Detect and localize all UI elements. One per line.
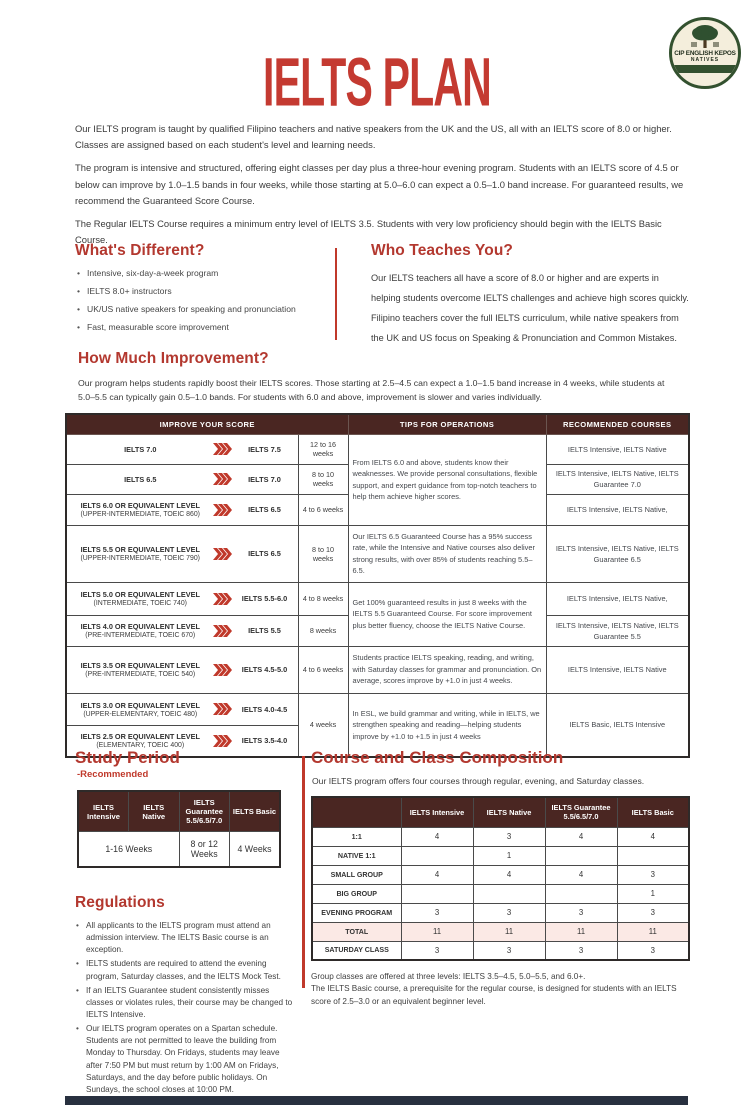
tree-icon [688,24,722,50]
study-values-row [78,832,280,868]
current-level-label: IELTS 4.0 OR EQUIVALENT LEVEL [80,622,200,632]
triple-chevron-icon [213,548,233,560]
score-cell [66,464,298,494]
composition-value-cell [473,884,545,903]
regulations-section [75,894,297,1096]
tips-cell: In ESL, we build grammar and writing, while in IELTS, we strengthen speaking and reading—helping students improve by +1.0 to +1.5 in just 4 weeks [348,693,546,757]
improvement-row [66,582,689,615]
who-teaches-column [337,242,691,348]
study-value-cell: 4 Weeks [230,832,281,868]
rec-cell: IELTS Intensive, IELTS Native, IELTS Guarantee 5.5 [546,615,689,646]
composition-value-cell: 11 [401,922,473,941]
left-column [75,748,297,1098]
whats-different-heading: What's Different? [75,242,205,259]
target-score-label: IELTS 4.5-5.0 [241,665,288,675]
who-teaches-text: Our IELTS teachers all have a score of 8.0 or higher and are experts in helping students overcome IELTS challenges and achieve high scores quickly. Filipino teachers cover the full IELTS curriculum, while native speakers from the UK and US focus on Speaking & Pronunciation and Common Mistakes. [371,273,689,344]
score-cell [66,434,298,464]
composition-value-cell [401,884,473,903]
improvement-heading: How Much Improvement? [78,350,269,367]
rec-cell: IELTS Intensive, IELTS Native [546,646,689,693]
who-teaches-heading: Who Teaches You? [371,242,513,259]
list-item: • Our IELTS program operates on a Spartan schedule. Students are not permitted to leave the building from Monday to Thursday. On Fridays, students may leave after 7:50 PM but must return by 1:00 AM on Fridays, Saturdays, and the day before public holidays. On Sundays, the school closes at 10:00 PM. [86,1023,297,1096]
school-logo [669,17,741,89]
weeks-cell: 8 to 10 weeks [298,464,348,494]
rec-cell: IELTS Intensive, IELTS Native [546,434,689,464]
composition-note-1: Group classes are offered at three levels: IELTS 3.5–4.5, 5.0–5.5, and 6.0+. [311,972,586,981]
list-item: • Intensive, six-day-a-week program [87,268,327,278]
tips-cell: Get 100% guaranteed results in just 8 weeks with the IELTS 5.5 Guaranteed Course. For score improvement plus better fluency, choose the IELTS Native Course. [348,582,546,646]
list-item: • Fast, measurable score improvement [87,322,327,332]
rec-cell: IELTS Intensive, IELTS Native, [546,494,689,525]
triple-chevron-icon [213,625,233,637]
weeks-cell: 8 to 10 weeks [298,525,348,582]
composition-value-cell: 3 [545,941,617,960]
equivalent-level-label: (PRE-INTERMEDIATE, TOEIC 670) [85,632,196,640]
triple-chevron-icon [213,593,233,605]
improvement-row [66,693,689,725]
composition-note-2: The IELTS Basic course, a prerequisite for the regular course, is designed for students with an IELTS score of 2.5–3.0 or an equivalent beginner level. [311,984,677,1006]
column-header-improve-your-score: IMPROVE YOUR SCORE [66,414,348,434]
composition-row-label: SMALL GROUP [312,865,401,884]
tips-cell: From IELTS 6.0 and above, students know their weaknesses. We provide personal consultations, flexible support, and expert guidance from top-notch teachers to help them achieve higher scores. [348,434,546,525]
composition-value-cell: 1 [473,846,545,865]
weeks-cell: 12 to 16 weeks [298,434,348,464]
composition-value-cell [401,846,473,865]
composition-value-cell: 3 [401,941,473,960]
weeks-cell: 4 weeks [298,693,348,757]
composition-value-cell: 4 [545,827,617,846]
study-period-table [77,790,281,868]
improvement-row [66,646,689,693]
composition-subheading: Our IELTS program offers four courses through regular, evening, and Saturday classes. [312,776,645,786]
study-value-cell: 8 or 12 Weeks [179,832,230,868]
rec-cell: IELTS Intensive, IELTS Native, IELTS Guarantee 6.5 [546,525,689,582]
composition-value-cell: 3 [401,903,473,922]
equivalent-level-label: (UPPER-INTERMEDIATE, TOEIC 860) [80,511,200,519]
composition-column-header: IELTS Native [473,797,545,827]
composition-value-cell: 4 [401,827,473,846]
composition-value-cell: 3 [617,865,689,884]
target-score-label: IELTS 6.5 [248,505,281,515]
study-column-header: IELTS Guarantee 5.5/6.5/7.0 [179,791,230,832]
composition-heading: Course and Class Composition [311,748,564,767]
current-level-label: IELTS 6.5 [124,474,157,484]
score-cell [66,494,298,525]
composition-row-label: NATIVE 1:1 [312,846,401,865]
page-title-wrap [0,42,753,121]
target-score-label: IELTS 6.5 [248,549,281,559]
target-score-label: IELTS 7.0 [248,474,281,484]
composition-value-cell: 3 [617,903,689,922]
vertical-divider [302,756,305,988]
tips-cell: Students practice IELTS speaking, reading, and writing, with Saturday classes for grammar and pronunciation. On average, scores improve by +1.0 in just 4 weeks. [348,646,546,693]
composition-row [312,846,689,865]
target-score-label: IELTS 3.5-4.0 [241,736,288,746]
current-level-label: IELTS 5.5 OR EQUIVALENT LEVEL [80,545,200,555]
intro-paragraph-1: Our IELTS program is taught by qualified Filipino teachers and native speakers from the UK and the US, all with an IELTS score of 8.0 or higher. Classes are assigned based on each student's level and learning needs. [75,123,672,151]
composition-row-label: SATURDAY CLASS [312,941,401,960]
list-item: • IELTS 8.0+ instructors [87,286,327,296]
composition-value-cell: 3 [473,903,545,922]
composition-value-cell [617,846,689,865]
composition-value-cell: 11 [617,922,689,941]
triple-chevron-icon [213,735,233,747]
score-cell [66,525,298,582]
composition-row [312,865,689,884]
composition-row [312,922,689,941]
score-cell [66,615,298,646]
composition-column-header: IELTS Intensive [401,797,473,827]
regulations-list [75,920,297,1096]
composition-value-cell: 4 [617,827,689,846]
rec-cell: IELTS Basic, IELTS Intensive [546,693,689,757]
composition-row-label: BIG GROUP [312,884,401,903]
composition-value-cell: 4 [401,865,473,884]
composition-column-header: IELTS Guarantee 5.5/6.5/7.0 [545,797,617,827]
composition-value-cell: 1 [617,884,689,903]
composition-row-label: 1:1 [312,827,401,846]
rec-cell: IELTS Intensive, IELTS Native, [546,582,689,615]
composition-notes [311,971,688,1008]
composition-column-header: IELTS Basic [617,797,689,827]
study-column-header: IELTS Native [129,791,180,832]
equivalent-level-label: (UPPER-ELEMENTARY, TOEIC 480) [83,710,198,718]
score-cell [66,693,298,725]
list-item: • UK/US native speakers for speaking and pronunciation [87,304,327,314]
weeks-cell: 4 to 8 weeks [298,582,348,615]
composition-value-cell: 3 [545,903,617,922]
weeks-cell: 8 weeks [298,615,348,646]
improvement-intro: Our program helps students rapidly boost their IELTS scores. Those starting at 2.5–4.5 can expect a 1.0–1.5 band increase in 4 weeks, while students at 5.0–5.5 can typically gain 0.5–1.0 bands. For students with 6.0 and above, improvement is slower and varies individually. [78,378,665,403]
target-score-label: IELTS 4.0-4.5 [241,704,288,714]
composition-row [312,884,689,903]
improvement-table [65,413,690,758]
current-level-label: IELTS 3.0 OR EQUIVALENT LEVEL [80,700,200,710]
right-column [311,748,688,1008]
target-score-label: IELTS 5.5-6.0 [241,594,288,604]
composition-value-cell [545,846,617,865]
logo-subname: NATIVES [690,57,720,63]
study-period-subheading: -Recommended [77,769,149,780]
current-level-label: IELTS 3.5 OR EQUIVALENT LEVEL [80,661,200,671]
composition-value-cell: 3 [473,827,545,846]
equivalent-level-label: (INTERMEDIATE, TOEIC 740) [93,600,187,608]
intro-section [75,121,691,255]
composition-row-label: EVENING PROGRAM [312,903,401,922]
current-level-label: IELTS 6.0 OR EQUIVALENT LEVEL [80,501,200,511]
study-column-header: IELTS Intensive [78,791,129,832]
composition-row [312,827,689,846]
rec-cell: IELTS Intensive, IELTS Native, IELTS Guarantee 7.0 [546,464,689,494]
tips-cell: Our IELTS 6.5 Guaranteed Course has a 95% success rate, while the Intensive and Native courses also deliver strong results, with over 85% of students reaching 5.5–6.5. [348,525,546,582]
composition-value-cell: 4 [473,865,545,884]
list-item: • All applicants to the IELTS program must attend an admission interview. The IELTS Basic course is an exception. [86,920,297,956]
footer-bar [65,1096,688,1105]
whats-different-list [75,268,327,332]
triple-chevron-icon [213,703,233,715]
score-cell [66,646,298,693]
intro-paragraph-3: The Regular IELTS Course requires a minimum entry level of IELTS 3.5. Students with very low proficiency should begin with the IELTS Basic Course. [75,217,662,246]
features-section [75,242,691,348]
target-score-label: IELTS 5.5 [248,626,281,636]
triple-chevron-icon [213,473,233,485]
equivalent-level-label: (ELEMENTARY, TOEIC 400) [96,742,185,750]
current-level-label: IELTS 7.0 [124,444,157,454]
improvement-table-header-row [66,414,689,434]
column-header-tips: TIPS FOR OPERATIONS [348,414,546,434]
logo-name: CIP ENGLISH KEPOS [674,50,736,57]
composition-value-cell: 3 [473,941,545,960]
logo-band [672,65,738,73]
composition-row-label: TOTAL [312,922,401,941]
study-column-header: IELTS Basic [230,791,281,832]
page-title: IELTS PLAN [262,43,491,121]
list-item: • IELTS students are required to attend the evening program, Saturday classes, and the IELTS Mock Test. [86,958,297,982]
current-level-label: IELTS 5.0 OR EQUIVALENT LEVEL [80,590,200,600]
weeks-cell: 4 to 6 weeks [298,494,348,525]
column-header-recommended: RECOMMENDED COURSES [546,414,689,434]
composition-row [312,941,689,960]
composition-header-row [312,797,689,827]
score-cell [66,582,298,615]
composition-value-cell: 4 [545,865,617,884]
composition-row [312,903,689,922]
whats-different-column [75,242,327,348]
triple-chevron-icon [213,504,233,516]
composition-value-cell: 3 [617,941,689,960]
current-level-label: IELTS 2.5 OR EQUIVALENT LEVEL [80,732,200,742]
triple-chevron-icon [213,664,233,676]
equivalent-level-label: (PRE-INTERMEDIATE, TOEIC 540) [85,671,196,679]
improvement-row [66,434,689,464]
triple-chevron-icon [213,443,233,455]
target-score-label: IELTS 7.5 [248,444,281,454]
weeks-cell: 4 to 6 weeks [298,646,348,693]
list-item: • If an IELTS Guarantee student consistently misses classes or violates rules, their course may be changed to IELTS Intensive. [86,985,297,1021]
regulations-heading: Regulations [75,894,165,911]
composition-value-cell: 11 [545,922,617,941]
composition-value-cell: 11 [473,922,545,941]
equivalent-level-label: (UPPER-INTERMEDIATE, TOEIC 790) [80,555,200,563]
improvement-row [66,525,689,582]
improvement-section [65,350,688,758]
intro-paragraph-2: The program is intensive and structured, offering eight classes per day plus a three-hour evening program. Students with an IELTS score of 4.5 or below can improve by 1.0–1.5 bands in four weeks, while those starting at 5.0–6.0 can expect a 0.5–1.0 band increase. For guaranteed results, we recommend the Guaranteed Score Course. [75,162,684,206]
composition-table [311,796,690,961]
blank-corner-cell [312,797,401,827]
study-header-row [78,791,280,832]
study-period-heading: Study Period [75,748,180,767]
study-value-cell: 1-16 Weeks [78,832,179,868]
composition-value-cell [545,884,617,903]
